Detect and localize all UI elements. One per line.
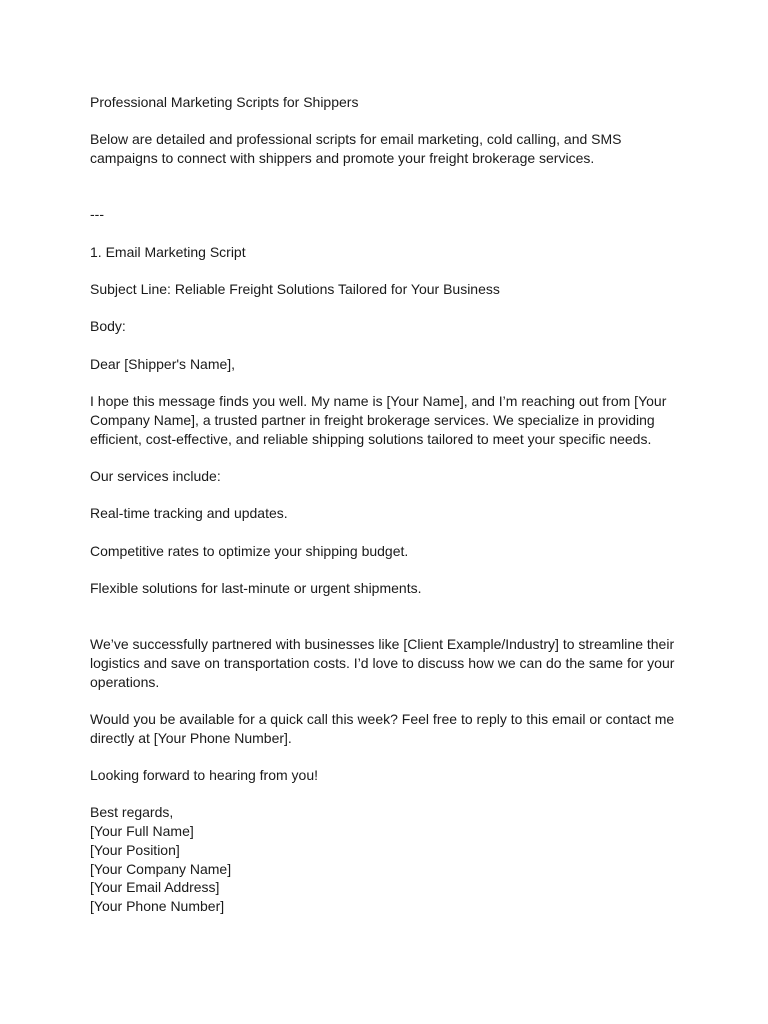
intro-line: Below are detailed and professional scripts for email marketing, cold calling, and SMS — [90, 131, 622, 148]
paragraph-introduction — [90, 392, 680, 448]
document-title: Professional Marketing Scripts for Shippers — [90, 94, 359, 110]
signature-block — [90, 803, 680, 915]
paragraph-line: efficient, cost-effective, and reliable shipping solutions tailored to meet your specific needs. — [90, 430, 652, 447]
greeting: Dear [Shipper's Name], — [90, 355, 236, 372]
section-separator: --- — [90, 206, 104, 223]
section-heading: 1. Email Marketing Script — [90, 243, 246, 260]
blank-line — [90, 616, 680, 635]
blank-line — [90, 186, 680, 205]
service-item: Real-time tracking and updates. — [90, 505, 288, 522]
intro-line: campaigns to connect with shippers and promote your freight brokerage services. — [90, 150, 595, 167]
paragraph-line: directly at [Your Phone Number]. — [90, 729, 292, 746]
signature-line: [Your Email Address] — [90, 879, 220, 896]
closing-line: Looking forward to hearing from you! — [90, 767, 319, 784]
services-intro: Our services include: — [90, 467, 221, 484]
service-item: Flexible solutions for last-minute or urgent shipments. — [90, 580, 422, 597]
paragraph-line: operations. — [90, 673, 160, 690]
signature-line: Best regards, — [90, 804, 174, 821]
body-label: Body: — [90, 318, 126, 335]
document-body — [90, 93, 680, 934]
signature-line: [Your Position] — [90, 841, 180, 858]
signature-line: [Your Full Name] — [90, 823, 194, 840]
service-item: Competitive rates to optimize your shipping budget. — [90, 542, 409, 559]
paragraph-call-to-action — [90, 710, 680, 747]
subject-line: Subject Line: Reliable Freight Solutions Tailored for Your Business — [90, 280, 500, 297]
paragraph-line: Company Name], a trusted partner in freight brokerage services. We specialize in providing — [90, 411, 655, 428]
paragraph-line: Would you be available for a quick call this week? Feel free to reply to this email or contact me — [90, 710, 675, 727]
paragraph-partnership — [90, 635, 680, 691]
signature-line: [Your Company Name] — [90, 860, 232, 877]
paragraph-line: I hope this message finds you well. My name is [Your Name], and I’m reaching out from [Your — [90, 393, 667, 410]
paragraph-line: We’ve successfully partnered with businesses like [Client Example/Industry] to streamline their — [90, 636, 675, 653]
signature-line: [Your Phone Number] — [90, 897, 225, 914]
intro-paragraph — [90, 130, 680, 167]
paragraph-line: logistics and save on transportation costs. I’d love to discuss how we can do the same for your — [90, 654, 675, 671]
